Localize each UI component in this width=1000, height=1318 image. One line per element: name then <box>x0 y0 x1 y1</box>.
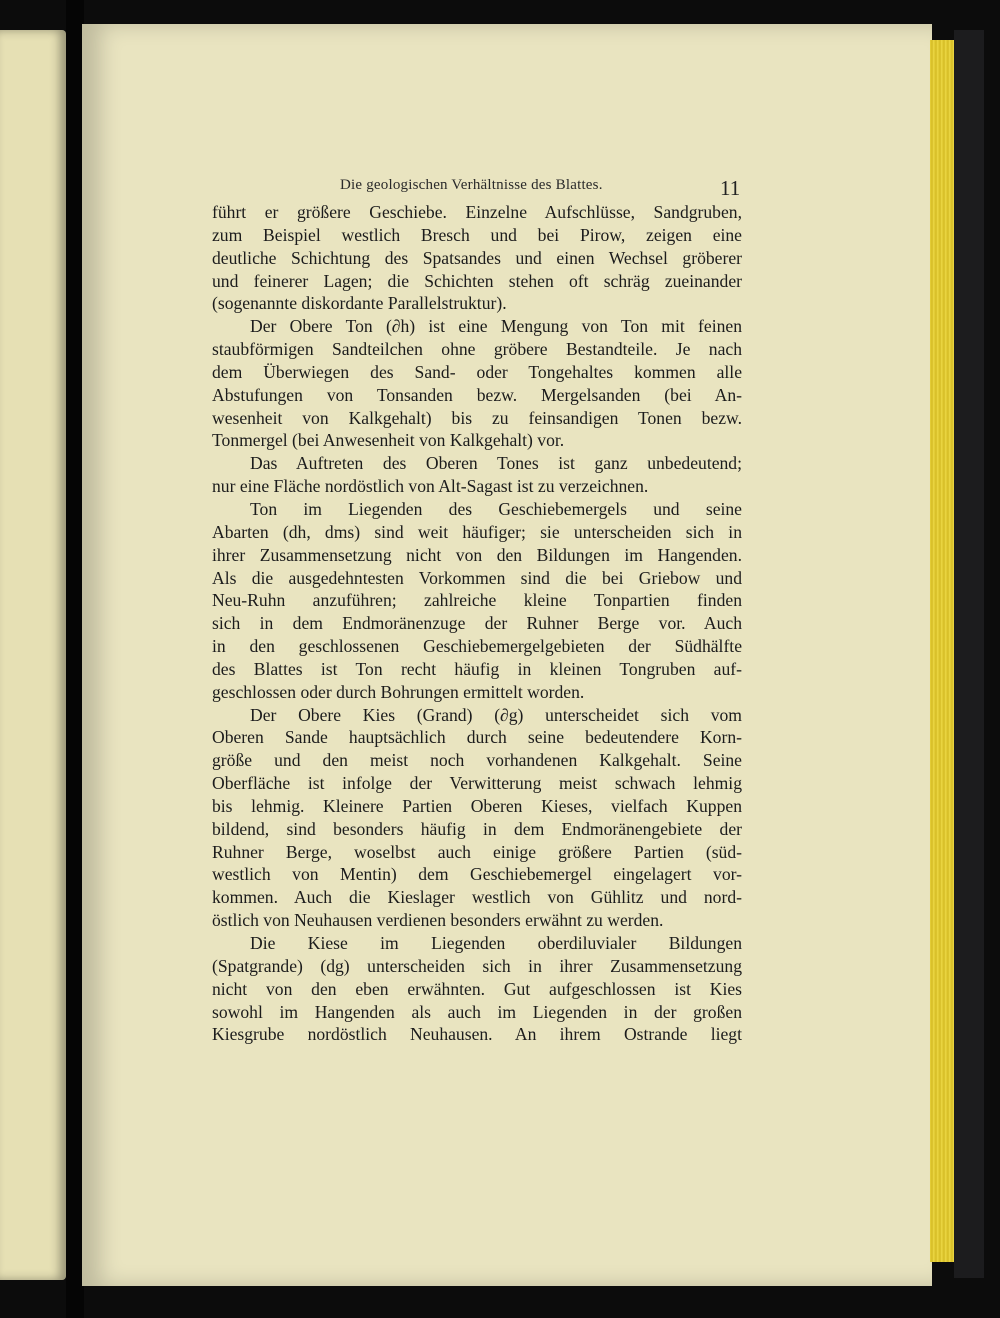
text-line: deutliche Schichtung des Spatsandes und einen Wechsel gröberer <box>212 247 742 268</box>
page-number: 11 <box>720 176 741 200</box>
text-line: Oberfläche ist infolge der Verwitterung meist schwach lehmig <box>212 773 742 794</box>
text-line: nicht von den eben erwähnten. Gut aufgeschlossen ist Kies <box>212 978 742 999</box>
text-line: Ton im Liegenden des Geschiebemergels und seine <box>250 498 742 519</box>
text-line: östlich von Neuhausen verdienen besonders erwähnt zu werden. <box>212 910 664 931</box>
text-line: bildend, sind besonders häufig in dem Endmoränengebiete der <box>212 818 742 839</box>
text-line: Neu-Ruhn anzuführen; zahlreiche kleine Tonpartien finden <box>212 590 742 611</box>
text-line: Oberen Sande hauptsächlich durch seine bedeutendere Korn- <box>212 727 742 748</box>
text-line: wesenheit von Kalkgehalt) bis zu feinsandigen Tonen bezw. <box>212 407 742 428</box>
text-line: bis lehmig. Kleinere Partien Oberen Kieses, vielfach Kuppen <box>212 795 742 816</box>
text-line: in den geschlossenen Geschiebemergelgebieten der Südhälfte <box>212 636 742 657</box>
text-line: Die Kiese im Liegenden oberdiluvialer Bildungen <box>250 933 742 953</box>
text-line: nur eine Fläche nordöstlich von Alt-Sagast ist zu verzeichnen. <box>212 476 649 497</box>
text-line: zum Beispiel westlich Bresch und bei Pirow, zeigen eine <box>212 224 742 245</box>
text-line: des Blattes ist Ton recht häufig in kleinen Tongruben auf- <box>212 658 742 679</box>
text-line: (Spatgrande) (dg) unterscheiden sich in ihrer Zusammensetzung <box>212 955 742 976</box>
text-line: staubförmigen Sandteilchen ohne gröbere Bestandteile. Je nach <box>212 339 742 360</box>
text-line: Als die ausgedehntesten Vorkommen sind die bei Griebow und <box>212 567 742 588</box>
text-line: Kiesgrube nordöstlich Neuhausen. An ihrem Ostrande liegt <box>212 1024 742 1045</box>
text-line: ihrer Zusammensetzung nicht von den Bildungen im Hangenden. <box>212 544 742 565</box>
text-line: westlich von Mentin) dem Geschiebemergel eingelagert vor- <box>212 864 742 885</box>
gilded-page-edges <box>930 40 954 1262</box>
text-line: Tonmergel (bei Anwesenheit von Kalkgehalt) vor. <box>212 430 565 451</box>
text-line: Abstufungen von Tonsanden bezw. Mergelsanden (bei An- <box>212 384 742 405</box>
text-line: (sogenannte diskordante Parallelstruktur). <box>212 293 507 314</box>
text-line: Der Obere Kies (Grand) (∂g) unterscheidet sich vom <box>250 704 742 725</box>
body-text <box>212 201 742 1046</box>
text-line: sowohl im Hangenden als auch im Liegenden in der großen <box>212 1001 742 1022</box>
book-cover-edge <box>954 30 984 1278</box>
text-line: führt er größere Geschiebe. Einzelne Aufschlüsse, Sandgruben, <box>212 202 742 222</box>
text-line: Abarten (dh, dms) sind weit häufiger; sie unterscheiden sich in <box>212 521 742 542</box>
running-head: Die geologischen Verhältnisse des Blattes. <box>340 177 603 193</box>
text-line: sich in dem Endmoränenzuge der Ruhner Berge vor. Auch <box>212 613 742 634</box>
left-page-edge <box>0 30 66 1280</box>
text-line: Der Obere Ton (∂h) ist eine Mengung von Ton mit feinen <box>250 316 742 337</box>
text-line: geschlossen oder durch Bohrungen ermittelt worden. <box>212 681 585 702</box>
text-line: und feinerer Lagen; die Schichten stehen oft schräg zueinander <box>212 270 742 291</box>
text-line: Das Auftreten des Oberen Tones ist ganz unbedeutend; <box>250 453 742 474</box>
text-line: kommen. Auch die Kieslager westlich von Gühlitz und nord- <box>212 887 742 908</box>
text-line: Ruhner Berge, woselbst auch einige größere Partien (süd- <box>212 841 742 862</box>
text-line: größe und den meist noch vorhandenen Kalkgehalt. Seine <box>212 750 742 771</box>
text-line: dem Überwiegen des Sand- oder Tongehaltes kommen alle <box>212 361 742 382</box>
